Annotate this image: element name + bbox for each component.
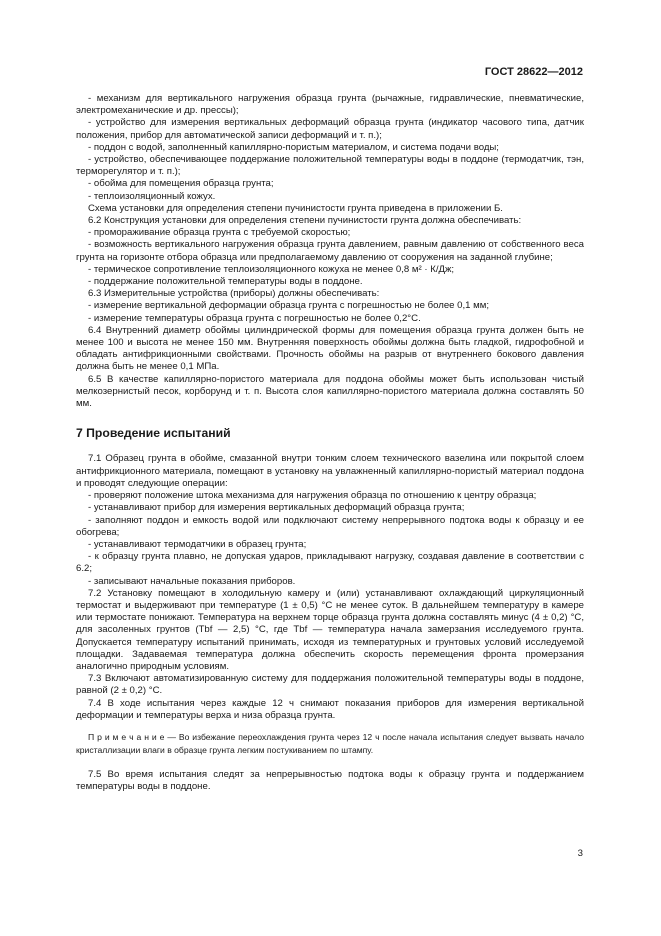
paragraph: - устанавливают прибор для измерения вертикальных деформаций образца грунта;: [88, 502, 465, 514]
paragraph: - записывают начальные показания приборов.: [88, 575, 296, 587]
paragraph: Схема установки для определения степени пучинистости грунта приведена в приложении Б.: [88, 202, 503, 214]
paragraph: 6.4 Внутренний диаметр обоймы цилиндрической формы для помещения образца грунта должен быть не менее 100 и высота не менее 150 мм. Внутренняя поверхность обоймы должна быть гладкой, гидрофобной и обладать антифрикционными свойствами. Прочность обоймы на разрыв от внутреннего бокового давления должна быть не менее 0,1 МПа.: [76, 324, 584, 373]
paragraph: - измерение температуры образца грунта с погрешностью не более 0,2°С.: [88, 312, 421, 324]
paragraph: 6.3 Измерительные устройства (приборы) должны обеспечивать:: [88, 288, 380, 300]
paragraph: - устройство, обеспечивающее поддержание положительной температуры воды в поддоне (термодатчик, тэн, терморегулятор и т. п.);: [76, 154, 584, 178]
section-title: 7 Проведение испытаний: [76, 426, 231, 441]
paragraph: 6.2 Конструкция установки для определения степени пучинистости грунта должна обеспечивать:: [88, 215, 522, 227]
paragraph: 7.5 Во время испытания следят за непрерывностью подтока воды к образцу грунта и поддержанием температуры воды в поддоне.: [76, 768, 584, 793]
paragraph: - проверяют положение штока механизма для нагружения образца по отношению к центру образца;: [88, 490, 537, 502]
paragraph: - заполняют поддон и емкость водой или подключают систему непрерывного подтока воды к образцу и ее обогрева;: [76, 514, 584, 538]
standard-header: ГОСТ 28622—2012: [484, 66, 583, 78]
paragraph: - возможность вертикального нагружения образца грунта давлением, равным давлению от собственного веса грунта на горизонте отбора образца или предполагаемому давлению от сооружения на заданной глубине;: [76, 239, 584, 263]
paragraph: - теплоизоляционный кожух.: [88, 190, 216, 202]
paragraph: - устанавливают термодатчики в образец грунта;: [88, 538, 307, 550]
paragraph: - поддержание положительной температуры воды в поддоне.: [88, 276, 363, 288]
paragraph: - термическое сопротивление теплоизоляционного кожуха не менее 0,8 м² · К/Дж;: [88, 263, 455, 275]
paragraph: - поддон с водой, заполненный капиллярно-пористым материалом, и система подачи воды;: [88, 141, 499, 153]
paragraph: - механизм для вертикального нагружения образца грунта (рычажные, гидравлические, пневматические, электромеханические и др. прессы);: [76, 93, 584, 117]
paragraph: 7.3 Включают автоматизированную систему для поддержания положительной температуры воды в поддоне, равной (2 ± 0,2) °С.: [76, 673, 584, 697]
paragraph: - устройство для измерения вертикальных деформаций образца грунта (индикатор часового типа, датчик положения, прибор для автоматической записи деформаций и т. п.);: [76, 117, 584, 141]
paragraph: 7.4 В ходе испытания через каждые 12 ч снимают показания приборов для измерения вертикальной деформации и температуры верха и низа образца грунта.: [76, 697, 584, 721]
paragraph: 7.1 Образец грунта в обойме, смазанной внутри тонким слоем технического вазелина или покрытой слоем антифрикционного материала, помещают в установку на увлажненный капиллярно-пористый материал поддона и проводят следующие операции:: [76, 453, 584, 489]
paragraph: - измерение вертикальной деформации образца грунта с погрешностью не более 0,1 мм;: [88, 300, 490, 312]
paragraph: - к образцу грунта плавно, не допуская ударов, прикладывают нагрузку, создавая давление в соответствии с 6.2;: [76, 551, 584, 575]
paragraph: - обойма для помещения образца грунта;: [88, 178, 274, 190]
paragraph: 7.2 Установку помещают в холодильную камеру и (или) устанавливают охлаждающий циркуляционный термостат и выдерживают при температуре (1 ± 0,5) °С не менее суток. В дальнейшем температуру в камере или термостате понижают. Температура на верхнем торце образца грунта должна составлять минус (4 ± 0,2) °С, для засоленных грунтов (Tbf — 2,5) °С, где Tbf — температура начала замерзания исследуемого грунта. Допускается температуру испытаний принимать, исходя из температурных и грунтовых условий исследуемой площадки. Задаваемая температура должна обеспечить скорость перемещения фронта промерзания аналогично природным условиям.: [76, 587, 584, 672]
page-number: 3: [577, 848, 583, 859]
paragraph: - промораживание образца грунта с требуемой скоростью;: [88, 227, 351, 239]
document-body: [76, 93, 584, 793]
paragraph: 6.5 В качестве капиллярно-пористого материала для поддона обоймы может быть использован чистый мелкозернистый песок, корборунд и т. п. Высота слоя капиллярно-пористого материала должна составлять 50 мм.: [76, 373, 584, 410]
note: П р и м е ч а н и е — Во избежание переохлаждения грунта через 12 ч после начала испытания следует вызвать начало кристаллизации влаги в образце грунта легким постукиванием по штампу.: [76, 731, 584, 756]
